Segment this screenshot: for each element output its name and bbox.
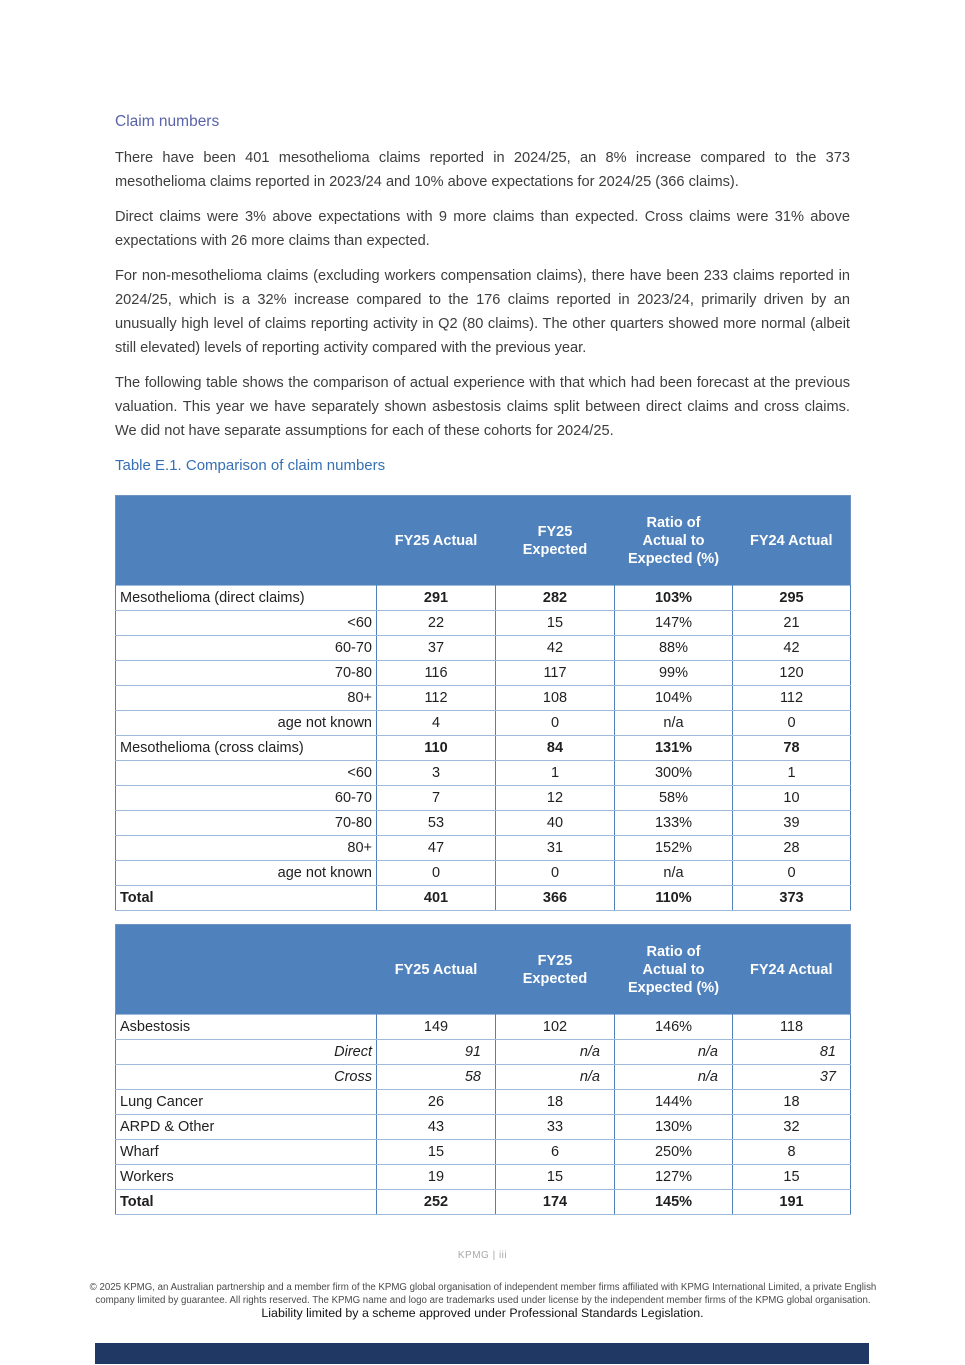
column-header-ratio: Ratio of Actual to Expected (%) xyxy=(615,496,733,586)
cell-value: 147% xyxy=(615,611,733,636)
table-row xyxy=(116,861,851,886)
cell-value: 15 xyxy=(377,1140,496,1165)
cell-value: 116 xyxy=(377,661,496,686)
cell-value: 250% xyxy=(615,1140,733,1165)
footer-page-number: KPMG | iii xyxy=(457,1250,508,1261)
table-row xyxy=(116,1190,851,1215)
cell-value: 84 xyxy=(496,736,615,761)
cell-value: 130% xyxy=(615,1115,733,1140)
footer-accent-bar xyxy=(95,1343,869,1364)
row-label: Total xyxy=(116,1190,377,1215)
row-label: Mesothelioma (direct claims) xyxy=(116,586,377,611)
cell-value: 26 xyxy=(377,1090,496,1115)
cell-value: 78 xyxy=(733,736,851,761)
cell-value: 0 xyxy=(733,711,851,736)
cell-value: 152% xyxy=(615,836,733,861)
body-paragraph: The following table shows the comparison of actual experience with that which had been forecast at the previous valuation. This year we have separately shown asbestosis claims split between direct claims and cross claims. We did not have separate assumptions for each of these cohorts for 2024/25. xyxy=(115,375,850,439)
cell-value: 102 xyxy=(496,1015,615,1040)
header-row xyxy=(116,496,851,586)
row-label: Total xyxy=(116,886,377,911)
cell-value: 15 xyxy=(496,1165,615,1190)
cell-value: 0 xyxy=(496,711,615,736)
table-row xyxy=(116,1165,851,1190)
table-row xyxy=(116,811,851,836)
header-row xyxy=(116,925,851,1015)
cell-value: 47 xyxy=(377,836,496,861)
cell-value: 282 xyxy=(496,586,615,611)
row-label: Direct xyxy=(116,1040,377,1065)
table-header xyxy=(116,496,851,586)
cell-value: 145% xyxy=(615,1190,733,1215)
table-row xyxy=(116,661,851,686)
row-label: 60-70 xyxy=(116,786,377,811)
table-row xyxy=(116,711,851,736)
cell-value: 22 xyxy=(377,611,496,636)
cell-value: 21 xyxy=(733,611,851,636)
table-row xyxy=(116,1140,851,1165)
cell-value: 81 xyxy=(733,1040,851,1065)
cell-value: 6 xyxy=(496,1140,615,1165)
table-row xyxy=(116,686,851,711)
cell-value: 146% xyxy=(615,1015,733,1040)
cell-value: 108 xyxy=(496,686,615,711)
table-row xyxy=(116,1040,851,1065)
column-header-fy25-expected: FY25 Expected xyxy=(496,925,615,1015)
cell-value: n/a xyxy=(496,1040,615,1065)
row-label: 80+ xyxy=(116,836,377,861)
cell-value: 366 xyxy=(496,886,615,911)
row-label: <60 xyxy=(116,611,377,636)
table-header xyxy=(116,925,851,1015)
cell-value: 39 xyxy=(733,811,851,836)
table-row xyxy=(116,611,851,636)
table-row xyxy=(116,836,851,861)
row-label: age not known xyxy=(116,711,377,736)
cell-value: 300% xyxy=(615,761,733,786)
body-paragraph: There have been 401 mesothelioma claims reported in 2024/25, an 8% increase compared to the 373 mesothelioma claims reported in 2023/24 and 10% above expectations for 2024/25 (366 claims). xyxy=(115,150,850,190)
cell-value: 18 xyxy=(496,1090,615,1115)
cell-value: n/a xyxy=(496,1065,615,1090)
cell-value: 18 xyxy=(733,1090,851,1115)
cell-value: 295 xyxy=(733,586,851,611)
cell-value: 3 xyxy=(377,761,496,786)
table-row xyxy=(116,636,851,661)
row-label: Cross xyxy=(116,1065,377,1090)
table-row xyxy=(116,1115,851,1140)
table-caption: Table E.1. Comparison of claim numbers xyxy=(115,457,386,474)
row-label: 70-80 xyxy=(116,661,377,686)
cell-value: 33 xyxy=(496,1115,615,1140)
cell-value: 174 xyxy=(496,1190,615,1215)
table-row xyxy=(116,761,851,786)
table-row xyxy=(116,1015,851,1040)
column-header-fy25-expected: FY25 Expected xyxy=(496,496,615,586)
cell-value: 110 xyxy=(377,736,496,761)
column-header-fy25-actual: FY25 Actual xyxy=(377,496,496,586)
column-header-fy24-actual: FY24 Actual xyxy=(733,496,851,586)
cell-value: 58% xyxy=(615,786,733,811)
table-body xyxy=(116,586,851,911)
cell-value: n/a xyxy=(615,1040,733,1065)
row-label: Asbestosis xyxy=(116,1015,377,1040)
row-label: Mesothelioma (cross claims) xyxy=(116,736,377,761)
cell-value: 42 xyxy=(496,636,615,661)
column-header-empty xyxy=(116,925,377,1015)
cell-value: 43 xyxy=(377,1115,496,1140)
cell-value: 53 xyxy=(377,811,496,836)
cell-value: 19 xyxy=(377,1165,496,1190)
row-label: 60-70 xyxy=(116,636,377,661)
table-row xyxy=(116,886,851,911)
table-row xyxy=(116,1090,851,1115)
body-paragraph: Direct claims were 3% above expectations with 9 more claims than expected. Cross claims were 31% above expectations with 26 more claims than expected. xyxy=(115,209,850,249)
cell-value: 127% xyxy=(615,1165,733,1190)
cell-value: 291 xyxy=(377,586,496,611)
mesothelioma-claims-table xyxy=(115,495,851,911)
cell-value: 191 xyxy=(733,1190,851,1215)
body-paragraph: For non-mesothelioma claims (excluding workers compensation claims), there have been 233 claims reported in 2024/25, which is a 32% increase compared to the 176 claims reported in 2023/24, primarily driven by an unusually high level of claims reporting activity in Q2 (80 claims). The other quarters showed more normal (albeit still elevated) levels of reporting activity compared with the previous year. xyxy=(115,268,850,356)
table-row xyxy=(116,586,851,611)
cell-value: 1 xyxy=(733,761,851,786)
section-heading: Claim numbers xyxy=(115,113,220,130)
cell-value: 401 xyxy=(377,886,496,911)
cell-value: 144% xyxy=(615,1090,733,1115)
row-label: Lung Cancer xyxy=(116,1090,377,1115)
cell-value: 112 xyxy=(377,686,496,711)
cell-value: n/a xyxy=(615,711,733,736)
cell-value: n/a xyxy=(615,1065,733,1090)
cell-value: 0 xyxy=(377,861,496,886)
cell-value: 112 xyxy=(733,686,851,711)
cell-value: 1 xyxy=(496,761,615,786)
cell-value: 28 xyxy=(733,836,851,861)
cell-value: 110% xyxy=(615,886,733,911)
cell-value: 37 xyxy=(733,1065,851,1090)
cell-value: 103% xyxy=(615,586,733,611)
footer-copyright: © 2025 KPMG, an Australian partnership and a member firm of the KPMG global organisation of independent member firms affiliated with KPMG International Limited, a private English company limited by guarantee. All rights reserved. The KPMG name and logo are trademarks used under license by the independent member firms of the KPMG global organisation. xyxy=(89,1282,877,1306)
cell-value: 7 xyxy=(377,786,496,811)
table-body xyxy=(116,1015,851,1215)
cell-value: 252 xyxy=(377,1190,496,1215)
cell-value: 0 xyxy=(733,861,851,886)
cell-value: n/a xyxy=(615,861,733,886)
cell-value: 37 xyxy=(377,636,496,661)
table-row xyxy=(116,786,851,811)
cell-value: 99% xyxy=(615,661,733,686)
cell-value: 373 xyxy=(733,886,851,911)
other-claims-table xyxy=(115,924,851,1215)
column-header-fy24-actual: FY24 Actual xyxy=(733,925,851,1015)
cell-value: 117 xyxy=(496,661,615,686)
cell-value: 91 xyxy=(377,1040,496,1065)
cell-value: 120 xyxy=(733,661,851,686)
cell-value: 131% xyxy=(615,736,733,761)
table-row xyxy=(116,1065,851,1090)
cell-value: 10 xyxy=(733,786,851,811)
cell-value: 8 xyxy=(733,1140,851,1165)
cell-value: 88% xyxy=(615,636,733,661)
cell-value: 133% xyxy=(615,811,733,836)
cell-value: 31 xyxy=(496,836,615,861)
cell-value: 118 xyxy=(733,1015,851,1040)
row-label: Workers xyxy=(116,1165,377,1190)
row-label: <60 xyxy=(116,761,377,786)
table-row xyxy=(116,736,851,761)
cell-value: 58 xyxy=(377,1065,496,1090)
cell-value: 149 xyxy=(377,1015,496,1040)
cell-value: 40 xyxy=(496,811,615,836)
row-label: age not known xyxy=(116,861,377,886)
cell-value: 12 xyxy=(496,786,615,811)
cell-value: 4 xyxy=(377,711,496,736)
row-label: Wharf xyxy=(116,1140,377,1165)
row-label: ARPD & Other xyxy=(116,1115,377,1140)
cell-value: 32 xyxy=(733,1115,851,1140)
cell-value: 15 xyxy=(496,611,615,636)
cell-value: 15 xyxy=(733,1165,851,1190)
row-label: 80+ xyxy=(116,686,377,711)
column-header-empty xyxy=(116,496,377,586)
footer-liability-statement: Liability limited by a scheme approved under Professional Standards Legislation. xyxy=(261,1306,704,1320)
row-label: 70-80 xyxy=(116,811,377,836)
page-content xyxy=(115,0,850,1215)
column-header-ratio: Ratio of Actual to Expected (%) xyxy=(615,925,733,1015)
cell-value: 42 xyxy=(733,636,851,661)
column-header-fy25-actual: FY25 Actual xyxy=(377,925,496,1015)
cell-value: 104% xyxy=(615,686,733,711)
cell-value: 0 xyxy=(496,861,615,886)
